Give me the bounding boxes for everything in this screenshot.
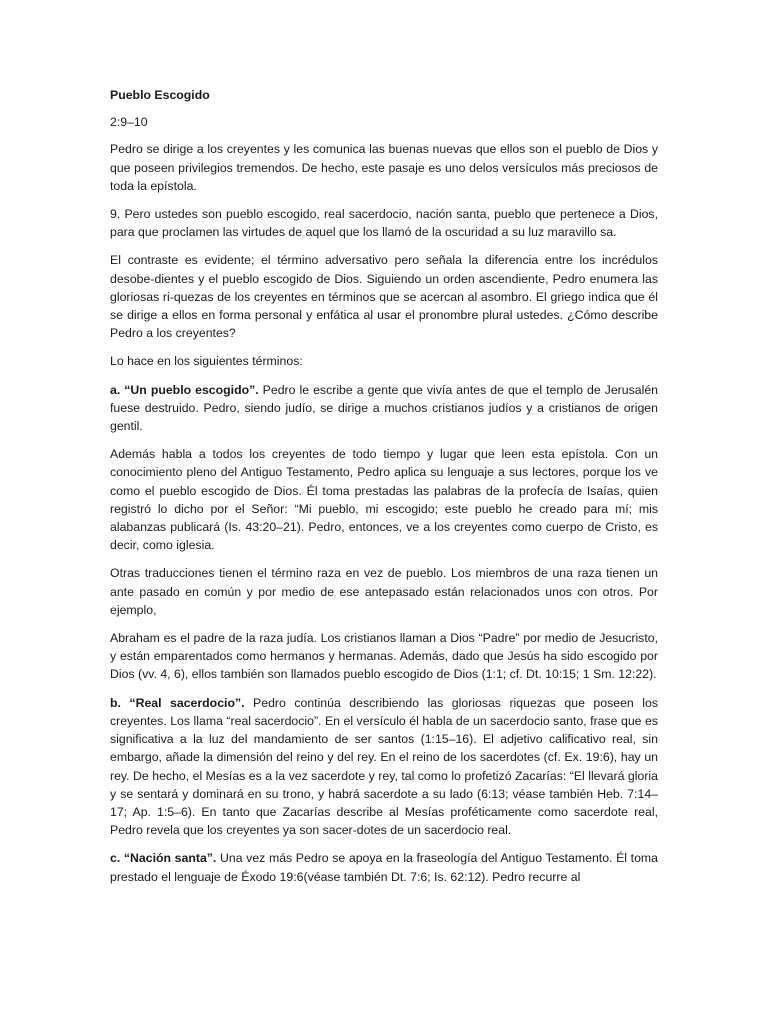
point-b-term: b. “Real sacerdocio”. [110, 695, 245, 710]
point-a-paragraph [110, 381, 658, 436]
point-a-paragraph-3: Otras traducciones tienen el término raza en vez de pueblo. Los miembros de una raza tienen un ante pasado en común y por medio de ese antepasado están relacionados unos con otros. Por ejemplo, [110, 566, 658, 617]
scripture-reference: 2:9–10 [110, 115, 148, 130]
point-b-paragraph [110, 694, 658, 840]
point-c-term: c. “Nación santa”. [110, 851, 217, 866]
contrast-paragraph: El contraste es evidente; el término adversativo pero señala la diferencia entre los incrédulos desobe-dientes y el pueblo escogido de Dios. Siguiendo un orden ascendiente, Pedro enumera las gloriosas ri-quezas de los creyentes en términos que se acercan al asombro. El griego indica que él se dirige a ellos en forma personal y enfática al usar el pronombre plural ustedes. ¿Cómo describe Pedro a los creyentes? [110, 253, 658, 341]
document-body [110, 86, 658, 886]
section-title: Pueblo Escogido [110, 88, 210, 102]
intro-paragraph: Pedro se dirige a los creyentes y les comunica las buenas nuevas que ellos son el pueblo de Dios y que poseen privilegios tremendos. De hecho, este pasaje es uno delos versículos más preciosos de toda la epístola. [110, 142, 658, 193]
point-a-paragraph-4: Abraham es el padre de la raza judía. Los cristianos llaman a Dios “Padre” por medio de Jesucristo, y están emparentados como hermanos y hermanas. Además, dado que Jesús ha sido escogido por Dios (vv. 4, 6), ellos también son llamados pueblo escogido de Dios (1:1; cf. Dt. 10:15; 1 Sm. 12:22). [110, 631, 658, 682]
point-b-text: Pedro continúa describiendo las gloriosas riquezas que poseen los creyentes. Los llama “real sacerdocio”. En el versículo él habla de un sacerdocio santo, frase que es significativa a la luz del mandamiento de ser santos (1:15–16). El adjetivo calificativo real, sin embargo, añade la dimensión del reino y del rey. En el reino de los sacerdotes (cf. Ex. 19:6), hay un rey. De hecho, el Mesías es a la vez sacerdote y rey, tal como lo profetizó Zacarías: “El llevará gloria y se sentará y dominará en su trono, y habrá sacerdote a su lado (6:13; véase también Heb. 7:14–17; Ap. 1:5–6). En tanto que Zacarías describe al Mesías proféticamente como sacerdote real, Pedro revela que los creyentes ya son sacer-dotes de un sacerdocio real. [110, 695, 658, 838]
point-c-text: Una vez más Pedro se apoya en la fraseología del Antiguo Testamento. Él toma prestado el lenguaje de Éxodo 19:6(véase también Dt. 7:6; Is. 62:12). Pedro recurre al [110, 851, 658, 884]
terms-intro-paragraph: Lo hace en los siguientes términos: [110, 354, 303, 369]
point-a-text: Pedro le escribe a gente que vivía antes de que el templo de Jerusalén fuese destruido. Pedro, siendo judío, se dirige a muchos cristianos judíos y a cristianos de origen gentil. [110, 382, 658, 434]
point-a-term: a. “Un pueblo escogido”. [110, 382, 259, 397]
verse-paragraph: 9. Pero ustedes son pueblo escogido, real sacerdocio, nación santa, pueblo que pertenece a Dios, para que proclamen las virtudes de aquel que los llamó de la oscuridad a su luz maravillo sa. [110, 207, 658, 240]
point-a-paragraph-2: Además habla a todos los creyentes de todo tiempo y lugar que leen esta epístola. Con un conocimiento pleno del Antiguo Testamento, Pedro aplica su lenguaje a sus lectores, porque los ve como el pueblo escogido de Dios. Él toma prestadas las palabras de la profecía de Isaías, quien registró lo dicho por el Señor: “Mi pueblo, mi escogido; este pueblo he creado para mí; mis alabanzas publicará (Is. 43:20–21). Pedro, entonces, ve a los creyentes como cuerpo de Cristo, es decir, como iglesia. [110, 447, 658, 553]
point-c-paragraph [110, 849, 658, 885]
